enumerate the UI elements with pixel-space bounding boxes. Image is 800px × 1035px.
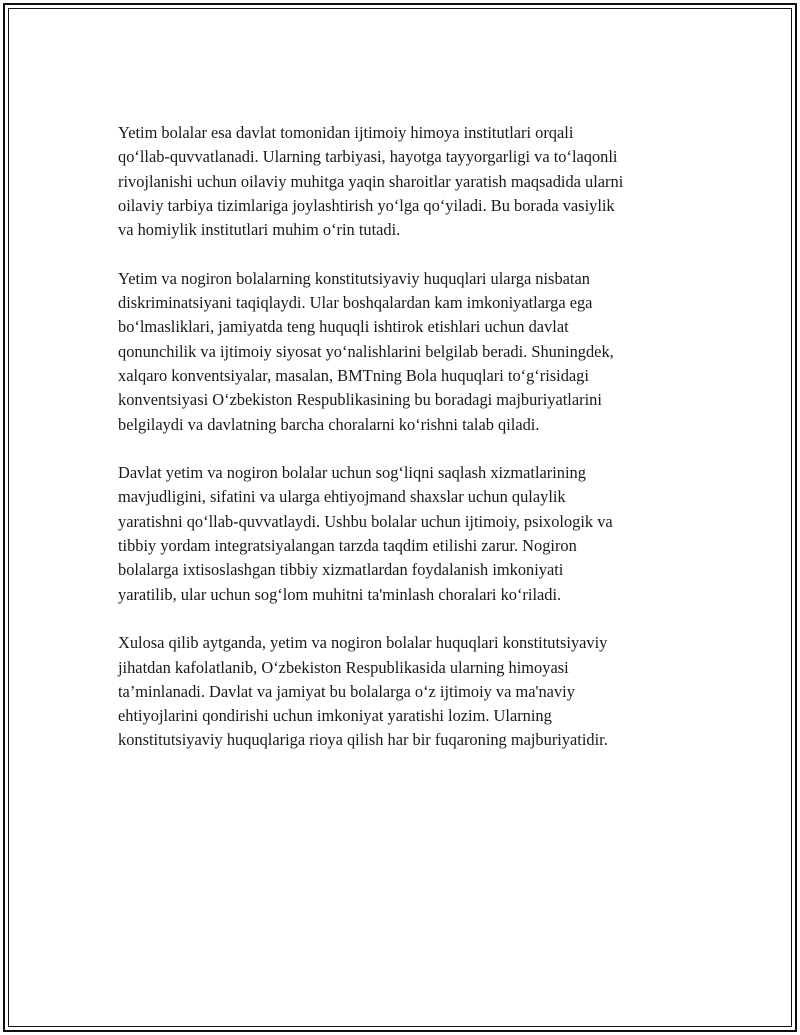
paragraph-line: yaratishni qo‘llab-quvvatlaydi. Ushbu bolalar uchun ijtimoiy, psixologik va [118,511,613,531]
paragraph-line: qonunchilik va ijtimoiy siyosat yo‘nalishlarini belgilab beradi. Shuningdek, [118,341,614,361]
paragraph-line: belgilaydi va davlatning barcha choralarni ko‘rishni talab qiladi. [118,414,540,434]
paragraph-line: bolalarga ixtisoslashgan tibbiy xizmatlardan foydalanish imkoniyati [118,560,564,580]
paragraph-line: konstitutsiyaviy huquqlariga rioya qilish har bir fuqaroning majburiyatidir. [118,730,608,750]
document-page [3,3,797,1032]
paragraph-line: ehtiyojlarini qondirishi uchun imkoniyat yaratishi lozim. Ularning [118,706,552,726]
paragraph-line: konventsiyasi O‘zbekiston Respublikasining bu boradagi majburiyatlarini [118,390,602,410]
paragraph-line: qo‘llab-quvvatlanadi. Ularning tarbiyasi, hayotga tayyorgarligi va to‘laqonli [118,147,618,167]
paragraph-4 [118,631,698,752]
paragraph-line: jihatdan kafolatlanib, O‘zbekiston Respublikasida ularning himoyasi [118,657,569,677]
paragraph-2 [118,267,698,437]
paragraph-line: mavjudligini, sifatini va ularga ehtiyojmand shaxslar uchun qulaylik [118,487,566,507]
paragraph-1 [118,121,698,242]
paragraph-line: oilaviy tarbiya tizimlariga joylashtirish yo‘lga qo‘yiladi. Bu borada vasiylik [118,195,615,215]
paragraph-line: yaratilib, ular uchun sog‘lom muhitni ta'minlash choralari ko‘riladi. [118,584,562,604]
paragraph-line: Davlat yetim va nogiron bolalar uchun sog‘liqni saqlash xizmatlarining [118,463,586,483]
paragraph-line: tibbiy yordam integratsiyalangan tarzda taqdim etilishi zarur. Nogiron [118,536,577,556]
paragraph-line: Xulosa qilib aytganda, yetim va nogiron bolalar huquqlari konstitutsiyaviy [118,633,608,653]
paragraph-line: ta’minlanadi. Davlat va jamiyat bu bolalarga o‘z ijtimoiy va ma'naviy [118,681,575,701]
paragraph-line: Yetim bolalar esa davlat tomonidan ijtimoiy himoya institutlari orqali [118,123,574,142]
paragraph-line: diskriminatsiyani taqiqlaydi. Ular boshqalardan kam imkoniyatlarga ega [118,293,593,313]
paragraph-line: rivojlanishi uchun oilaviy muhitga yaqin sharoitlar yaratish maqsadida ularni [118,171,624,191]
paragraph-3 [118,461,698,607]
paragraph-line: bo‘lmasliklari, jamiyatda teng huquqli ishtirok etishlari uchun davlat [118,317,569,337]
paragraph-line: va homiylik institutlari muhim o‘rin tutadi. [118,220,401,240]
document-body [118,121,698,777]
paragraph-line: Yetim va nogiron bolalarning konstitutsiyaviy huquqlari ularga nisbatan [118,268,590,288]
paragraph-line: xalqaro konventsiyalar, masalan, BMTning Bola huquqlari to‘g‘risidagi [118,365,589,385]
